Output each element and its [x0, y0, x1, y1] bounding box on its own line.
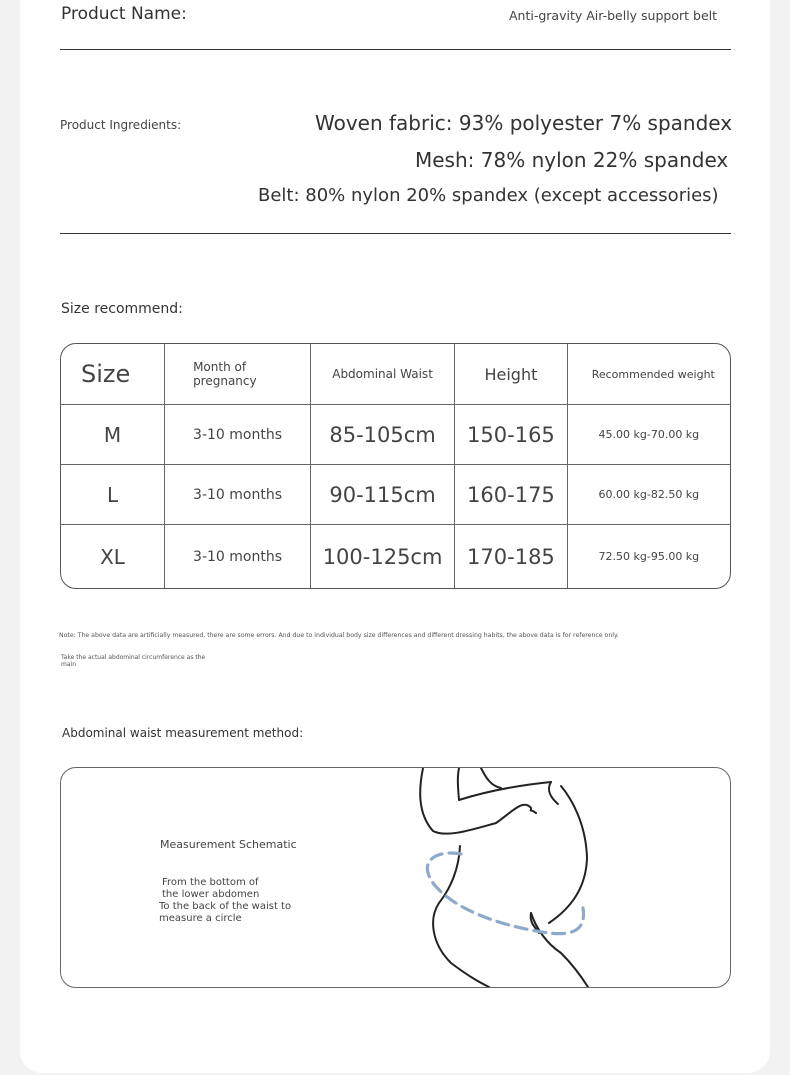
schematic-line: From the bottom of — [162, 877, 259, 888]
header-height: Height — [455, 344, 568, 405]
cell-weight: 72.50 kg-95.00 kg — [598, 550, 700, 563]
header-weight: Recommended weight — [568, 344, 730, 405]
cell-waist: 100-125cm — [311, 525, 455, 588]
ingredients-label: Product Ingredients: — [60, 118, 182, 132]
cell-waist: 85-105cm — [311, 405, 455, 465]
cell-height: 150-165 — [455, 405, 568, 465]
header-size: Size — [61, 344, 165, 405]
divider — [60, 233, 731, 234]
cell-size: M — [61, 405, 165, 465]
schematic-line: To the back of the waist to — [159, 901, 292, 912]
schematic-line: the lower abdomen — [162, 889, 260, 900]
cell-waist: 90-115cm — [311, 465, 455, 525]
header-waist: Abdominal Waist — [311, 344, 455, 405]
cell-weight: 60.00 kg-82.50 kg — [568, 465, 730, 525]
schematic-line: measure a circle — [159, 913, 242, 924]
size-table — [60, 343, 731, 589]
cell-months: 3-10 months — [165, 405, 311, 465]
cell-months: 3-10 months — [165, 465, 311, 525]
measurement-section-label: Abdominal waist measurement method: — [62, 726, 304, 740]
cell-size: XL — [61, 525, 165, 588]
divider — [60, 49, 731, 50]
size-section-label: Size recommend: — [61, 301, 183, 317]
pregnant-body-outline-icon — [61, 768, 730, 987]
product-name-value: Anti-gravity Air-belly support belt — [509, 8, 718, 23]
measurement-schematic — [60, 767, 731, 988]
product-name-label: Product Name: — [61, 4, 187, 24]
cell-height: 160-175 — [455, 465, 568, 525]
size-note-secondary: Take the actual abdominal circumference as the main — [61, 654, 206, 668]
table-row — [61, 405, 730, 465]
table-row — [61, 465, 730, 525]
ingredient-mesh: Mesh: 78% nylon 22% spandex — [415, 148, 729, 172]
cell-weight: 45.00 kg-70.00 kg — [568, 405, 730, 465]
table-row — [61, 525, 730, 588]
cell-size: L — [61, 465, 165, 525]
cell-height: 170-185 — [455, 525, 568, 588]
cell-months: 3-10 months — [165, 525, 311, 588]
ingredient-belt: Belt: 80% nylon 20% spandex (except accessories) — [258, 185, 719, 206]
size-note: Note: The above data are artificially measured, there are some errors. And due to individual body size differences and different dressing habits, the above data is for reference only. — [59, 632, 619, 639]
schematic-title: Measurement Schematic — [160, 838, 297, 851]
table-header-row — [61, 344, 730, 405]
ingredient-woven: Woven fabric: 93% polyester 7% spandex — [315, 111, 733, 135]
header-month: Month of pregnancy — [165, 344, 311, 405]
